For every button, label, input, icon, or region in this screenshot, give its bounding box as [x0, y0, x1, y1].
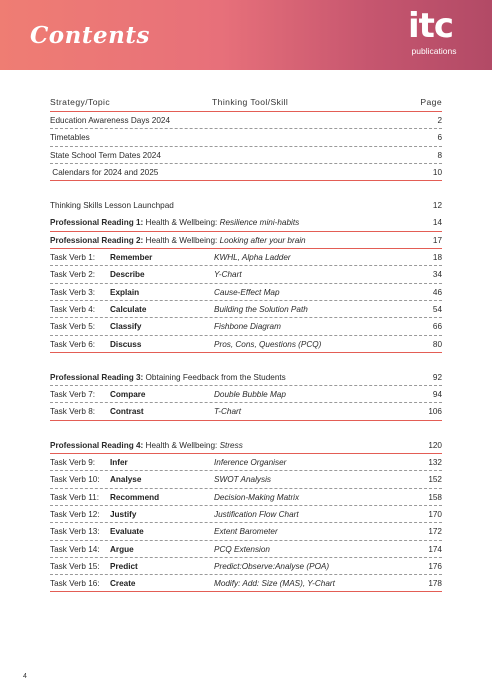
task-verb-label: Task Verb 13: [50, 527, 100, 537]
toc-page: 10 [432, 167, 442, 177]
task-verb-label: Task Verb 15: [50, 561, 100, 571]
thinking-tool: Extent Barometer [214, 527, 278, 537]
task-verb-row[interactable] [50, 284, 442, 301]
toc-page: 46 [432, 287, 442, 297]
professional-reading: Professional Reading 3: Obtaining Feedback from the Students [50, 372, 286, 382]
section-2 [50, 197, 442, 353]
contents-table [50, 95, 442, 592]
task-verb-label: Task Verb 2: [50, 270, 96, 280]
task-verb-name: Calculate [110, 304, 147, 314]
task-verb-name: Analyse [110, 475, 142, 485]
task-verb-label: Task Verb 11: [50, 492, 99, 502]
toc-page: 94 [432, 390, 442, 400]
task-verb-name: Describe [110, 270, 145, 280]
section-gap [50, 421, 442, 437]
task-verb-name: Contrast [110, 407, 144, 417]
toc-page: 152 [428, 475, 442, 485]
thinking-tool: Y-Chart [214, 270, 242, 280]
thinking-tool: Cause-Effect Map [214, 287, 280, 297]
task-verb-name: Evaluate [110, 527, 144, 537]
task-verb-row[interactable] [50, 575, 442, 592]
toc-row[interactable] [50, 112, 442, 129]
task-verb-row[interactable] [50, 266, 442, 283]
professional-reading: Professional Reading 1: Health & Wellbeing: Resilience mini-habits [50, 218, 300, 228]
task-verb-row[interactable] [50, 471, 442, 488]
task-verb-row[interactable] [50, 336, 442, 353]
itc-logo [404, 8, 460, 60]
professional-reading: Professional Reading 2: Health & Wellbeing: Looking after your brain [50, 235, 306, 245]
task-verb-label: Task Verb 10: [50, 475, 100, 485]
toc-row[interactable] [50, 147, 442, 164]
task-verb-name: Recommend [110, 492, 160, 502]
toc-row[interactable] [50, 437, 442, 454]
toc-row[interactable] [50, 214, 442, 231]
section-1 [50, 112, 442, 181]
section-gap [50, 181, 442, 197]
page-number: 4 [23, 673, 27, 680]
logo-subtitle: publications [411, 46, 457, 56]
task-verb-name: Classify [110, 322, 142, 332]
task-verb-name: Infer [110, 458, 128, 468]
toc-page: 6 [437, 133, 442, 143]
thinking-tool: PCQ Extension [214, 544, 270, 554]
task-verb-label: Task Verb 9: [50, 458, 96, 468]
section-3 [50, 369, 442, 421]
task-verb-row[interactable] [50, 541, 442, 558]
toc-page: 54 [432, 304, 442, 314]
task-verb-name: Discuss [110, 339, 142, 349]
toc-page: 80 [432, 339, 442, 349]
toc-page: 170 [428, 509, 442, 519]
toc-page: 12 [432, 201, 442, 211]
toc-entry-text: Thinking Skills Lesson Launchpad [50, 201, 174, 211]
task-verb-row[interactable] [50, 403, 442, 420]
thinking-tool: Inference Organiser [214, 458, 287, 468]
section-4 [50, 437, 442, 593]
task-verb-name: Explain [110, 287, 140, 297]
toc-page: 14 [432, 218, 442, 228]
task-verb-label: Task Verb 6: [50, 339, 96, 349]
thinking-tool: KWHL, Alpha Ladder [214, 253, 291, 263]
toc-row[interactable] [50, 369, 442, 386]
task-verb-row[interactable] [50, 249, 442, 266]
task-verb-label: Task Verb 12: [50, 509, 100, 519]
task-verb-name: Justify [110, 509, 137, 519]
page-title: Contents [30, 22, 150, 49]
toc-entry-text: Timetables [50, 133, 90, 143]
thinking-tool: Building the Solution Path [214, 304, 308, 314]
task-verb-label: Task Verb 14: [50, 544, 100, 554]
thinking-tool: Predict:Observe:Analyse (POA) [214, 561, 330, 571]
toc-page: 106 [428, 407, 442, 417]
toc-page: 2 [437, 116, 442, 125]
thinking-tool: Double Bubble Map [214, 390, 286, 400]
professional-reading: Professional Reading 4: Health & Wellbeing: Stress [50, 440, 243, 450]
task-verb-row[interactable] [50, 489, 442, 506]
toc-row[interactable] [50, 164, 442, 181]
toc-page: 120 [428, 440, 442, 450]
task-verb-row[interactable] [50, 558, 442, 575]
thinking-tool: Pros, Cons, Questions (PCQ) [214, 339, 322, 349]
task-verb-label: Task Verb 3: [50, 287, 96, 297]
task-verb-label: Task Verb 4: [50, 304, 96, 314]
column-headers [50, 95, 442, 112]
col-topic: Strategy/Topic [50, 97, 111, 107]
thinking-tool: Justification Flow Chart [214, 509, 299, 519]
task-verb-label: Task Verb 16: [50, 579, 100, 589]
toc-page: 17 [432, 235, 442, 245]
thinking-tool: T-Chart [214, 407, 241, 417]
task-verb-name: Compare [110, 390, 146, 400]
thinking-tool: Fishbone Diagram [214, 322, 281, 332]
toc-page: 158 [428, 492, 442, 502]
col-page: Page [420, 97, 442, 107]
toc-page: 132 [428, 458, 442, 468]
task-verb-row[interactable] [50, 454, 442, 471]
task-verb-label: Task Verb 7: [50, 390, 96, 400]
task-verb-label: Task Verb 5: [50, 322, 96, 332]
task-verb-label: Task Verb 8: [50, 407, 96, 417]
toc-row[interactable] [50, 232, 442, 249]
toc-entry-text: Education Awareness Days 2024 [50, 116, 171, 125]
task-verb-name: Argue [110, 544, 134, 554]
toc-page: 8 [437, 150, 442, 160]
toc-row[interactable] [50, 129, 442, 146]
toc-page: 92 [432, 372, 442, 382]
task-verb-label: Task Verb 1: [50, 253, 96, 263]
toc-row[interactable] [50, 197, 442, 214]
header-banner [0, 0, 492, 70]
task-verb-row[interactable] [50, 386, 442, 403]
toc-entry-text: State School Term Dates 2024 [50, 150, 161, 160]
task-verb-name: Remember [110, 253, 153, 263]
toc-page: 174 [428, 544, 442, 554]
toc-page: 172 [428, 527, 442, 537]
section-gap [50, 353, 442, 369]
task-verb-name: Predict [110, 561, 138, 571]
toc-page: 18 [432, 253, 442, 263]
toc-entry-text: Calendars for 2024 and 2025 [50, 167, 159, 177]
task-verb-row[interactable] [50, 318, 442, 335]
thinking-tool: SWOT Analysis [214, 475, 272, 485]
thinking-tool: Decision-Making Matrix [214, 492, 300, 502]
logo-mark: itc [408, 6, 454, 46]
toc-page: 176 [428, 561, 442, 571]
task-verb-row[interactable] [50, 301, 442, 318]
toc-page: 34 [432, 270, 442, 280]
task-verb-row[interactable] [50, 523, 442, 540]
task-verb-name: Create [110, 579, 136, 589]
toc-page: 178 [428, 579, 442, 589]
task-verb-row[interactable] [50, 506, 442, 523]
toc-page: 66 [432, 322, 442, 332]
thinking-tool: Modify: Add: Size (MAS), Y-Chart [214, 579, 335, 589]
col-tool: Thinking Tool/Skill [212, 97, 289, 107]
